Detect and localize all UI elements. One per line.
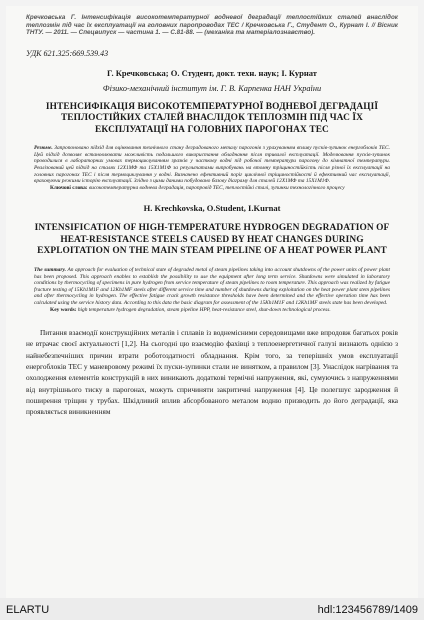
keywords-en-lead: Key words: — [50, 306, 77, 313]
authors-english: H. Krechkovska, O.Student, I.Kurnat — [143, 203, 281, 214]
abstract-en-lead: The summary. — [34, 266, 67, 273]
authors-ukrainian: Г. Кречковська; О. Студент, докт. техн. наук; І. Курнат — [107, 67, 317, 78]
abstract-english — [34, 267, 390, 307]
keywords-ua-lead: Ключові слова: — [50, 184, 88, 191]
handle-link[interactable]: hdl:123456789/1409 — [317, 604, 418, 616]
keywords-ua-text: високотемпературна воднева деградація, паропровід ТЕС, теплостійкі сталі, зупинки технологічного процесу — [87, 184, 345, 191]
abstract-en-text: An approach for evaluation of technical state of degraded metal of steam pipelines taking into account shutdowns of the power units of power plant has been proposed. This approach enables to establish the possibility to use the equipment after long term service. Shutdowns were simulated in laboratory conditions by thermocycling of specimens in pure hydrogen from service temperature of steam pipelines to room temperature. This approach was realized by fatigue fracture testing of 15Kh1M1F and 12Kh1MF steels after different service time and number of shutdowns during exploitation on the heat power plant stem pipelines and after thermocycling in hydrogen. The effective fatigue crack growth resistance thresholds have been determined and the effective operation time has been calculated using the service history data. According to this data the basic diagram for assessment of the 15Kh1M1F and 12Kh1MF steels state has been developed. — [34, 266, 390, 306]
viewer-footer — [0, 598, 424, 620]
keywords-english — [34, 307, 390, 314]
repository-name: ELARTU — [6, 604, 50, 616]
body-paragraph: Питання взаємодії конструкційних металів і сплавів із воднемісними середовищами вже впродовж багатьох років не втрачає своєї актуальності [1,2]. На сьогодні цю взаємодію фахівці з теплоенергетичної галузі визнають однією з найнебезпечніших причин втрати роботоздатності обладнання. Крім того, за теперішніх умов експлуатації енергоблоків ТЕС у маневровому режимі їх пуски-зупинки стали не винятком, а правилом [3]. Унаслідок нагрівання та охолодження елементів конструкцій в них виникають додаткові термічні напруження, які, сумуючись з напруженнями від внутрішнього тиску в парогонах, можуть спричиняти закритичні напруження [4]. Це полегшує зародження й поширення тріщин у трубах. Шкідливий вплив абсорбованого металом водню призводить до його деградації, яка проявляється виникненням — [26, 328, 398, 417]
abstract-ua-text: Запропоновано підхід для оцінювання технічного стану деградованого металу парогонів з урахуванням впливу пусків-зупинок енергоблоків ТЕС. Цей підхід дозволяє встановлювати можливість подальшого використання обладнання після тривалої експлуатації. Моделювання пусків-зупинок проводилися в лабораторних умовах термоциклуванням зразків у часткову водні під робочої температури парогону до кімнатної температури. Реалізований цей підхід на сталях 12Х1МФ та 15Х1М1Ф за результатами випробувань на втомну тріщиностійкість після різної їх експлуатації на головних парогонах ТЕС і після термоциклування у водні. Визначено ефективний поріг циклічної тріщиностійкості й ефективний час експлуатації, враховуючи режими історію експлуатації. Згідно з цими даними побудовано базову діаграму для сталей 12Х1МФ та 15Х1М1Ф. — [34, 145, 390, 185]
title-ukrainian: ІНТЕНСИФІКАЦІЯ ВИСОКОТЕМПЕРАТУРНОЇ ВОДНЕВОЇ ДЕГРАДАЦІЇ ТЕПЛОСТІЙКИХ СТАЛЕЙ ВНАСЛІДОК ТЕПЛОЗМІН ПІД ЧАС ЇХ ЕКСПЛУАТАЦІЇ НА ГОЛОВНИХ ПАРОГОНАХ ТЕС — [45, 101, 379, 135]
title-english: INTENSIFICATION OF HIGH-TEMPERATURE HYDROGEN DEGRADATION OF HEAT-RESISTANCE STEELS CAUSED BY HEAT CHANGES DURING EXPLOITATION ON THE MAIN STEAM PIPELINE OF A HEAT POWER PLANT — [34, 223, 390, 257]
affiliation: Фізико-механічний інститут ім. Г. В. Карпенка НАН України — [102, 83, 322, 93]
citation-header: Кречковська Г. Інтенсифікація високотемпературної водневої деградації теплостійких сталей внаслідок теплозмін під час їх експлуатації на головних паропроводах ТЕС / Кречковська Г., Студент О., Курнат І. // Вісник ТНТУ. — 2011. — Спецвипуск — частина 1. — С.81-88. — (механіка та матеріалознавство). — [26, 14, 398, 37]
abstract-ukrainian — [34, 145, 390, 185]
paper-page — [6, 6, 418, 598]
keywords-ukrainian — [34, 185, 390, 192]
udc-code: УДК 621.325:669.539.43 — [26, 48, 109, 58]
abstract-ua-lead: Резюме. — [34, 145, 53, 152]
keywords-en-text: high temperature hydrogen degradation, steam pipeline HPP, heat-resistance steel, shut-down technological process. — [76, 306, 331, 313]
